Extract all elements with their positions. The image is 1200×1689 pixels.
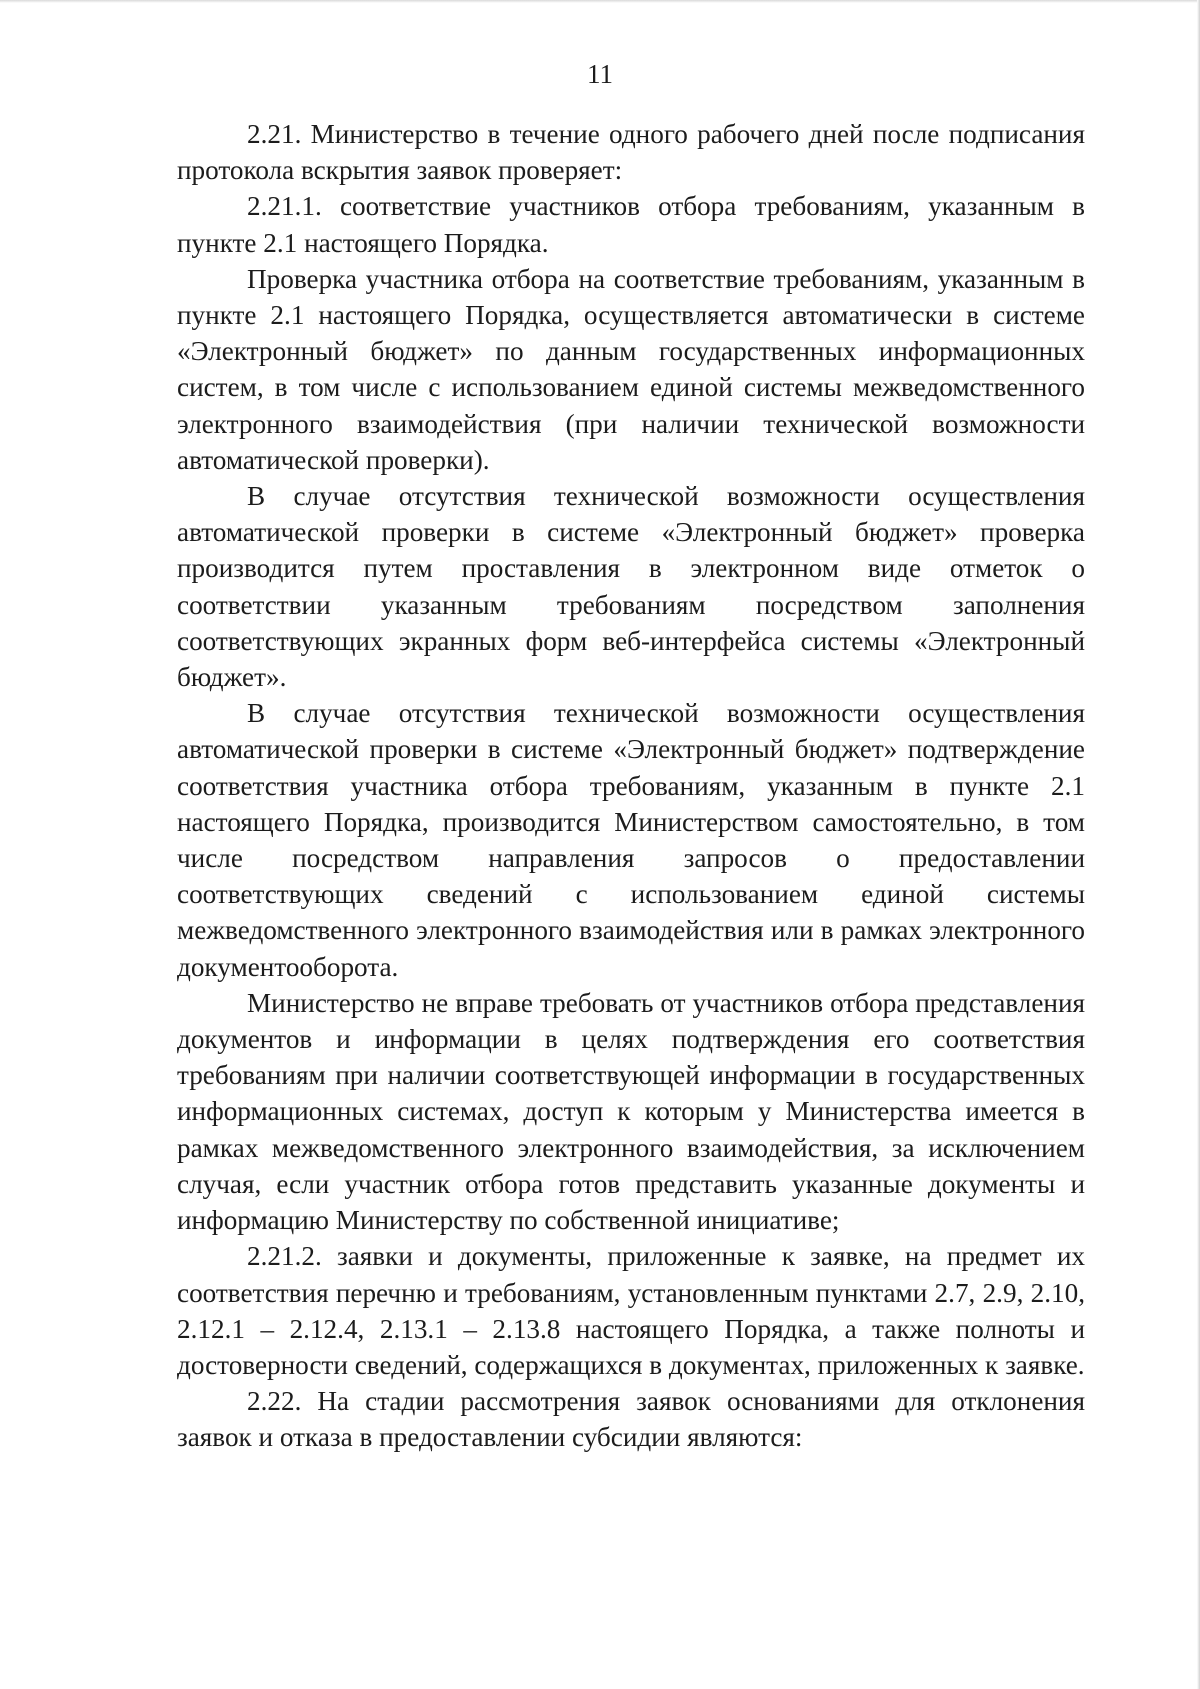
paragraph-2-22: 2.22. На стадии рассмотрения заявок основаниями для отклонения заявок и отказа в предоставлении субсидии являются: — [177, 1386, 1085, 1453]
paragraph-no-technical-possibility-marks: В случае отсутствия технической возможности осуществления автоматической проверки в системе «Электронный бюджет» проверка производится путем проставления в электронном виде отметок о соответствии указанным требованиям посредством заполнения соответствующих экранных форм веб-интерфейса системы «Электронный бюджет». — [177, 481, 1085, 693]
paragraph-2-21: 2.21. Министерство в течение одного рабочего дней после подписания протокола вскрытия заявок проверяет: — [177, 119, 1085, 186]
paragraph-2-21-1: 2.21.1. соответствие участников отбора требованиям, указанным в пункте 2.1 настоящего Порядка. — [177, 191, 1085, 258]
paragraph-2-21-2: 2.21.2. заявки и документы, приложенные к заявке, на предмет их соответствия перечню и требованиям, установленным пунктами 2.7, 2.9, 2.10, 2.12.1 – 2.12.4, 2.13.1 – 2.13.8 настоящего Порядка, а также полноты и достоверности сведений, содержащихся в документах, приложенных к заявке. — [177, 1241, 1085, 1380]
scan-edge-top — [0, 0, 1200, 3]
paragraph-no-technical-possibility-confirmation: В случае отсутствия технической возможности осуществления автоматической проверки в системе «Электронный бюджет» подтверждение соответствия участника отбора требованиям, указанным в пункте 2.1 настоящего Порядка, производится Министерством самостоятельно, в том числе посредством направления запросов о предоставлении соответствующих сведений с использованием единой системы межведомственного электронного взаимодействия или в рамках электронного документооборота. — [177, 698, 1085, 982]
document-body — [177, 116, 1085, 1456]
page-number: 11 — [587, 59, 613, 89]
paragraph-ministry-not-entitled: Министерство не вправе требовать от участников отбора представления документов и информации в целях подтверждения его соответствия требованиям при наличии соответствующей информации в государственных информационных системах, доступ к которым у Министерства имеется в рамках межведомственного электронного взаимодействия, за исключением случая, если участник отбора готов представить указанные документы и информацию Министерству по собственной инициативе; — [177, 987, 1085, 1236]
paragraph-automatic-check: Проверка участника отбора на соответствие требованиям, указанным в пункте 2.1 настоящего Порядка, осуществляется автоматически в системе «Электронный бюджет» по данным государственных информационных систем, в том числе с использованием единой системы межведомственного электронного взаимодействия (при наличии технической возможности автоматической проверки). — [177, 263, 1085, 475]
